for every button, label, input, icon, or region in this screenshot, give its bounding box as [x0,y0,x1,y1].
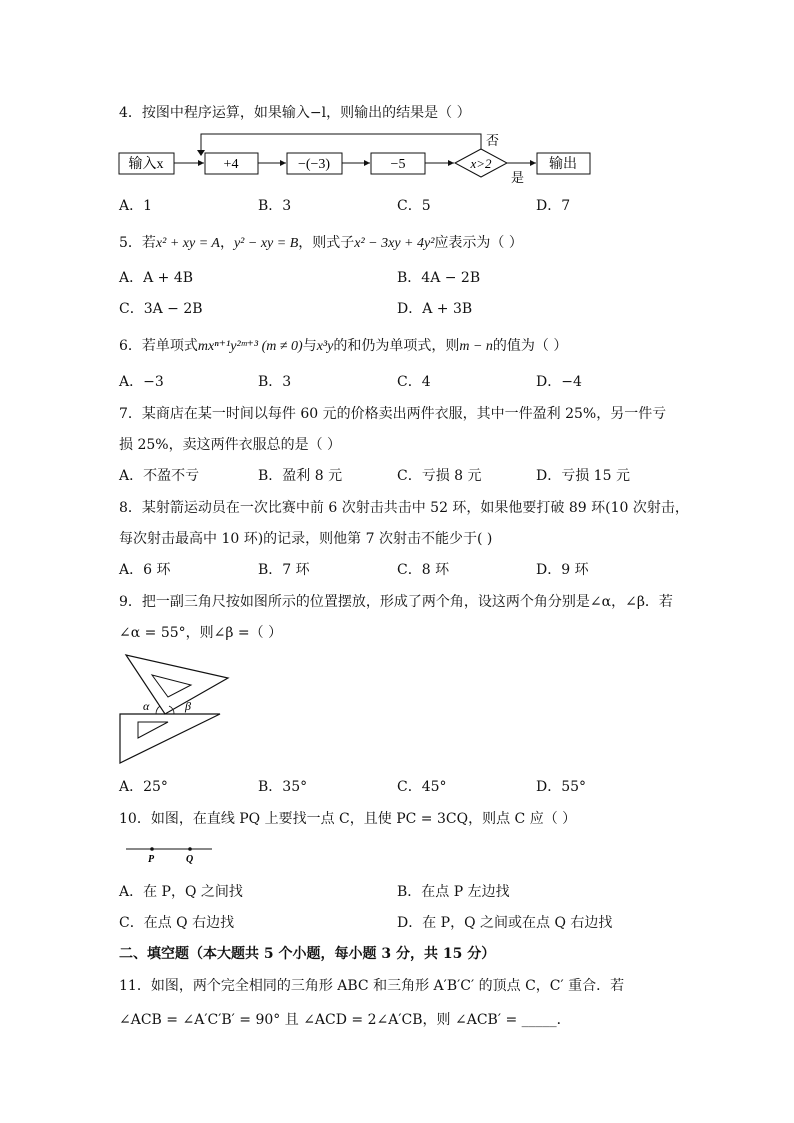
q8-option-b[interactable]: B．7 环 [258,562,310,578]
q9-option-a[interactable]: A．25° [119,779,168,795]
section2-title: 二、填空题（本大题共 5 个小题，每小题 3 分，共 15 分） [119,946,496,962]
q10-option-d[interactable]: D．在 P，Q 之间或在点 Q 右边找 [397,915,613,931]
q9-option-d[interactable]: D．55° [536,779,587,795]
q6-mid: 与 [302,338,317,354]
q4-stem: 4．按图中程序运算，如果输入−l，则输出的结果是（ ） [119,105,471,121]
q4-option-c[interactable]: C．5 [397,198,431,214]
flow-yes: 是 [511,170,525,185]
q5-stem-post: 应表示为（ ） [434,235,523,251]
q6-expr: m − n [459,339,493,354]
q4-flowchart [0,130,794,200]
flow-input: 输入x [128,157,164,172]
q10-stem: 10．如图，在直线 PQ 上要找一点 C，且使 PC = 3CQ，则点 C 应（ ） [119,811,577,827]
fig-p-label: P [148,854,155,865]
q8-stem-line2: 每次射击最高中 10 环)的记录，则他第 7 次射击不能少于( ) [119,531,493,547]
flow-step2: −(−3) [297,157,331,172]
q6-mono2: x³y [316,339,334,354]
q4-option-d[interactable]: D．7 [536,198,571,214]
q9-option-b[interactable]: B．35° [258,779,308,795]
q6-stem [119,336,567,357]
q6-stem-post: 的值为（ ） [492,338,568,354]
q6-option-a[interactable]: A．−3 [119,374,164,390]
fig-alpha-label: α [143,699,150,713]
q10-line-figure [120,840,220,866]
q8-option-a[interactable]: A．6 环 [119,562,171,578]
q7-option-d[interactable]: D．亏损 15 元 [536,468,630,484]
q9-stem-line1: 9．把一副三角尺按如图所示的位置摆放，形成了两个角，设这两个角分别是∠α，∠β．若 [119,594,673,610]
q5-option-d[interactable]: D．A + 3B [397,301,473,317]
flow-step1: +4 [223,157,239,172]
q5-option-b[interactable]: B．4A − 2B [397,270,481,286]
q5-expr2: y² − xy = B [233,236,299,251]
q7-option-b[interactable]: B．盈利 8 元 [258,468,343,484]
q8-stem-line1: 8．某射箭运动员在一次比赛中前 6 次射击共击中 52 环，如果他要打破 89 环(10 次射击， [119,500,689,516]
q4-option-a[interactable]: A．1 [119,198,153,214]
q5-sep: ， [219,235,234,251]
q6-option-c[interactable]: C．4 [397,374,431,390]
q10-option-c[interactable]: C．在点 Q 右边找 [119,915,235,931]
flow-output: 输出 [549,157,577,172]
q6-stem-pre: 6．若单项式 [119,338,198,354]
q5-stem [119,233,523,254]
flow-step3: −5 [390,157,406,172]
fig-q-label: Q [186,854,194,865]
q11-stem-line2: ∠ACB = ∠A′C′B′ = 90° 且 ∠ACD = 2∠A′CB，则 ∠ACB′ = _____． [119,1012,571,1028]
q6-mid2: 的和仍为单项式，则 [333,338,460,354]
fig-beta-label: β [185,699,191,713]
q5-option-c[interactable]: C．3A − 2B [119,301,203,317]
q10-option-b[interactable]: B．在点 P 左边找 [397,884,510,900]
q9-option-c[interactable]: C．45° [397,779,447,795]
flow-no: 否 [486,133,500,148]
q6-mono: mxⁿ⁺¹y²ᵐ⁺³ (m ≠ 0) [197,339,303,354]
flow-cond: x>2 [470,156,492,171]
q6-option-b[interactable]: B．3 [258,374,292,390]
q4-option-b[interactable]: B．3 [258,198,292,214]
q5-mid: ，则式子 [298,235,355,251]
q11-stem-line1: 11．如图，两个完全相同的三角形 ABC 和三角形 A′B′C′ 的顶点 C，C′ 重合．若 [119,978,625,994]
q9-stem-line2: ∠α = 55°，则∠β =（ ） [119,625,283,641]
q7-stem-line1: 7．某商店在某一时间以每件 60 元的价格卖出两件衣服，其中一件盈利 25%，另一件亏 [119,406,667,422]
q8-option-d[interactable]: D．9 环 [536,562,589,578]
q5-expr3: x² − 3xy + 4y² [354,236,435,251]
q10-option-a[interactable]: A．在 P，Q 之间找 [119,884,243,900]
q5-option-a[interactable]: A．A + 4B [119,270,194,286]
q5-stem-pre: 5．若 [119,235,156,251]
q7-stem-line2: 损 25%，卖这两件衣服总的是（ ） [119,437,342,453]
q7-option-a[interactable]: A．不盈不亏 [119,468,200,484]
q6-option-d[interactable]: D．−4 [536,374,582,390]
q9-triangle-figure [116,650,236,770]
q8-option-c[interactable]: C．8 环 [397,562,450,578]
q5-expr1: x² + xy = A [155,236,220,251]
q7-option-c[interactable]: C．亏损 8 元 [397,468,482,484]
